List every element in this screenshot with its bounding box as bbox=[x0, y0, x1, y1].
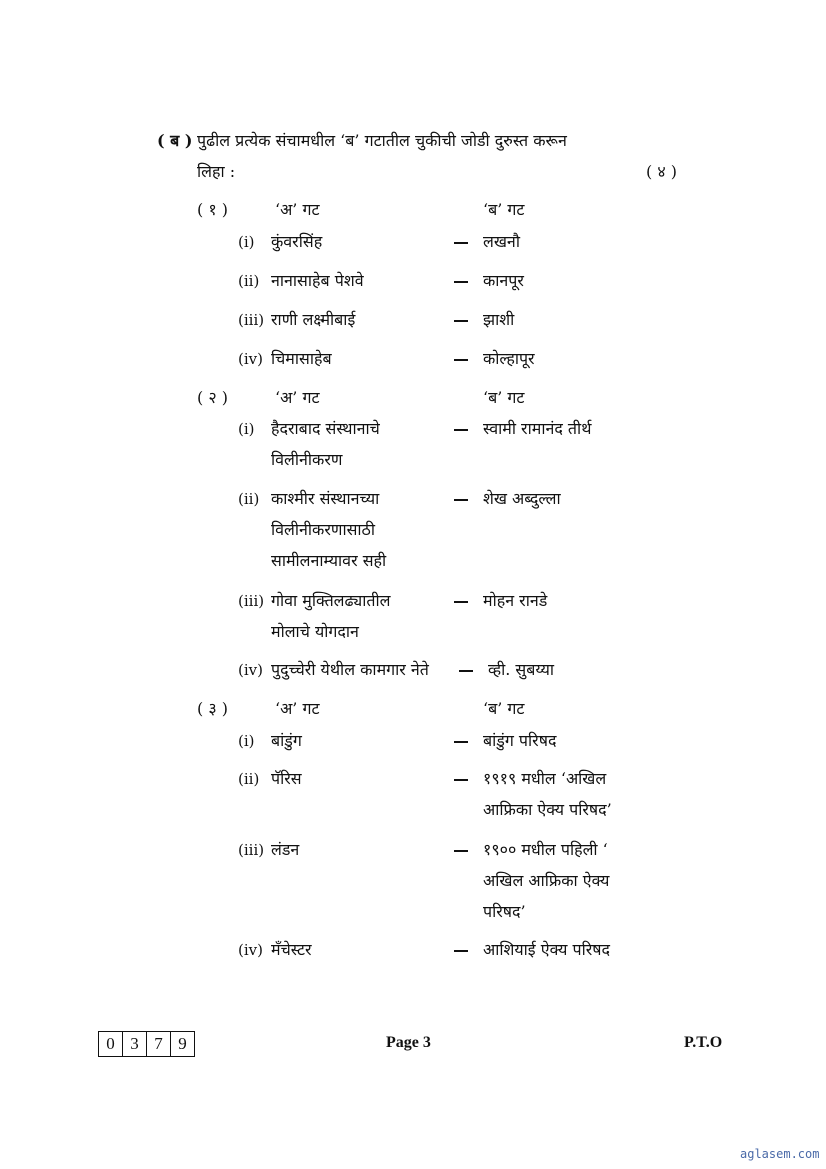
dash-separator bbox=[454, 281, 468, 283]
item-index: (iv) bbox=[238, 941, 263, 959]
watermark-link[interactable]: aglasem.com bbox=[740, 1147, 820, 1161]
column-b-text: १९१९ मधील ‘अखिल bbox=[483, 769, 607, 788]
column-b-heading: ‘ब’ गट bbox=[483, 699, 525, 718]
column-b-text: १९०० मधील पहिली ‘ bbox=[483, 840, 608, 859]
dash-separator bbox=[454, 499, 468, 501]
item-index: (i) bbox=[238, 732, 255, 750]
item-index: (iii) bbox=[238, 841, 265, 859]
column-b-heading: ‘ब’ गट bbox=[483, 388, 525, 407]
dash-separator bbox=[454, 601, 468, 603]
column-a-text: पॅरिस bbox=[271, 769, 302, 788]
column-a-text: चिमासाहेब bbox=[271, 349, 332, 368]
dash-separator bbox=[454, 359, 468, 361]
question-label: ( ब ) bbox=[157, 131, 193, 150]
question-text-line1: पुढील प्रत्येक संचामधील ‘ब’ गटातील चुकीची जोडी दुरुस्त करून bbox=[197, 131, 567, 150]
column-b-text: स्वामी रामानंद तीर्थ bbox=[483, 419, 592, 438]
column-b-text: कानपूर bbox=[483, 271, 524, 290]
marks: ( ४ ) bbox=[646, 162, 677, 181]
column-b-text: मोहन रानडे bbox=[483, 591, 548, 610]
column-a-heading: ‘अ’ गट bbox=[275, 200, 320, 219]
item-index: (iv) bbox=[238, 350, 263, 368]
set-number: ( १ ) bbox=[197, 200, 228, 219]
item-index: (ii) bbox=[238, 490, 260, 508]
column-a-text: विलीनीकरणासाठी bbox=[271, 520, 376, 539]
column-a-text: नानासाहेब पेशवे bbox=[271, 271, 364, 290]
column-b-heading: ‘ब’ गट bbox=[483, 200, 525, 219]
column-a-text: राणी लक्ष्मीबाई bbox=[271, 310, 356, 329]
code-digit: 9 bbox=[170, 1032, 194, 1056]
column-b-text: लखनौ bbox=[483, 232, 520, 251]
column-a-heading: ‘अ’ गट bbox=[275, 699, 320, 718]
dash-separator bbox=[454, 429, 468, 431]
column-b-text: शेख अब्दुल्ला bbox=[483, 489, 561, 508]
item-index: (ii) bbox=[238, 272, 260, 290]
question-text-line2: लिहा : bbox=[197, 162, 236, 181]
dash-separator bbox=[454, 320, 468, 322]
item-index: (i) bbox=[238, 233, 255, 251]
column-b-text: परिषद’ bbox=[483, 902, 526, 921]
column-b-text: कोल्हापूर bbox=[483, 349, 535, 368]
column-a-text: पुदुच्चेरी येथील कामगार नेते bbox=[271, 660, 429, 679]
item-index: (iii) bbox=[238, 592, 265, 610]
dash-separator bbox=[459, 670, 473, 672]
column-b-text: बांडुंग परिषद bbox=[483, 731, 557, 750]
code-digit: 7 bbox=[146, 1032, 170, 1056]
column-a-text: लंडन bbox=[271, 840, 300, 859]
column-a-text: मँचेस्टर bbox=[271, 940, 312, 959]
dash-separator bbox=[454, 850, 468, 852]
pto-label: P.T.O bbox=[684, 1034, 723, 1051]
code-digit: 0 bbox=[106, 1034, 115, 1053]
column-b-text: आशियाई ऐक्य परिषद bbox=[483, 940, 611, 959]
column-a-text: सामीलनाम्यावर सही bbox=[271, 551, 387, 570]
column-a-text: हैदराबाद संस्थानाचे bbox=[271, 419, 380, 438]
code-digit: 3 bbox=[122, 1032, 146, 1056]
column-b-text: व्ही. सुबय्या bbox=[488, 660, 555, 679]
column-b-text: अखिल आफ्रिका ऐक्य bbox=[483, 871, 610, 890]
column-a-text: बांडुंग bbox=[271, 731, 302, 750]
column-b-text: आफ्रिका ऐक्य परिषद’ bbox=[483, 800, 612, 819]
subject-code-box bbox=[98, 1031, 195, 1057]
item-index: (iii) bbox=[238, 311, 265, 329]
item-index: (ii) bbox=[238, 770, 260, 788]
column-a-text: गोवा मुक्तिलढ्यातील bbox=[271, 591, 391, 610]
column-a-text: काश्मीर संस्थानच्या bbox=[271, 489, 380, 508]
set-number: ( २ ) bbox=[197, 388, 228, 407]
column-a-text: कुंवरसिंह bbox=[271, 232, 323, 251]
item-index: (iv) bbox=[238, 661, 263, 679]
item-index: (i) bbox=[238, 420, 255, 438]
dash-separator bbox=[454, 741, 468, 743]
column-b-text: झाशी bbox=[483, 310, 515, 329]
dash-separator bbox=[454, 242, 468, 244]
column-a-text: विलीनीकरण bbox=[271, 450, 343, 469]
dash-separator bbox=[454, 950, 468, 952]
set-number: ( ३ ) bbox=[197, 699, 228, 718]
page-number: Page 3 bbox=[386, 1034, 431, 1051]
column-a-text: मोलाचे योगदान bbox=[271, 622, 359, 641]
dash-separator bbox=[454, 779, 468, 781]
column-a-heading: ‘अ’ गट bbox=[275, 388, 320, 407]
